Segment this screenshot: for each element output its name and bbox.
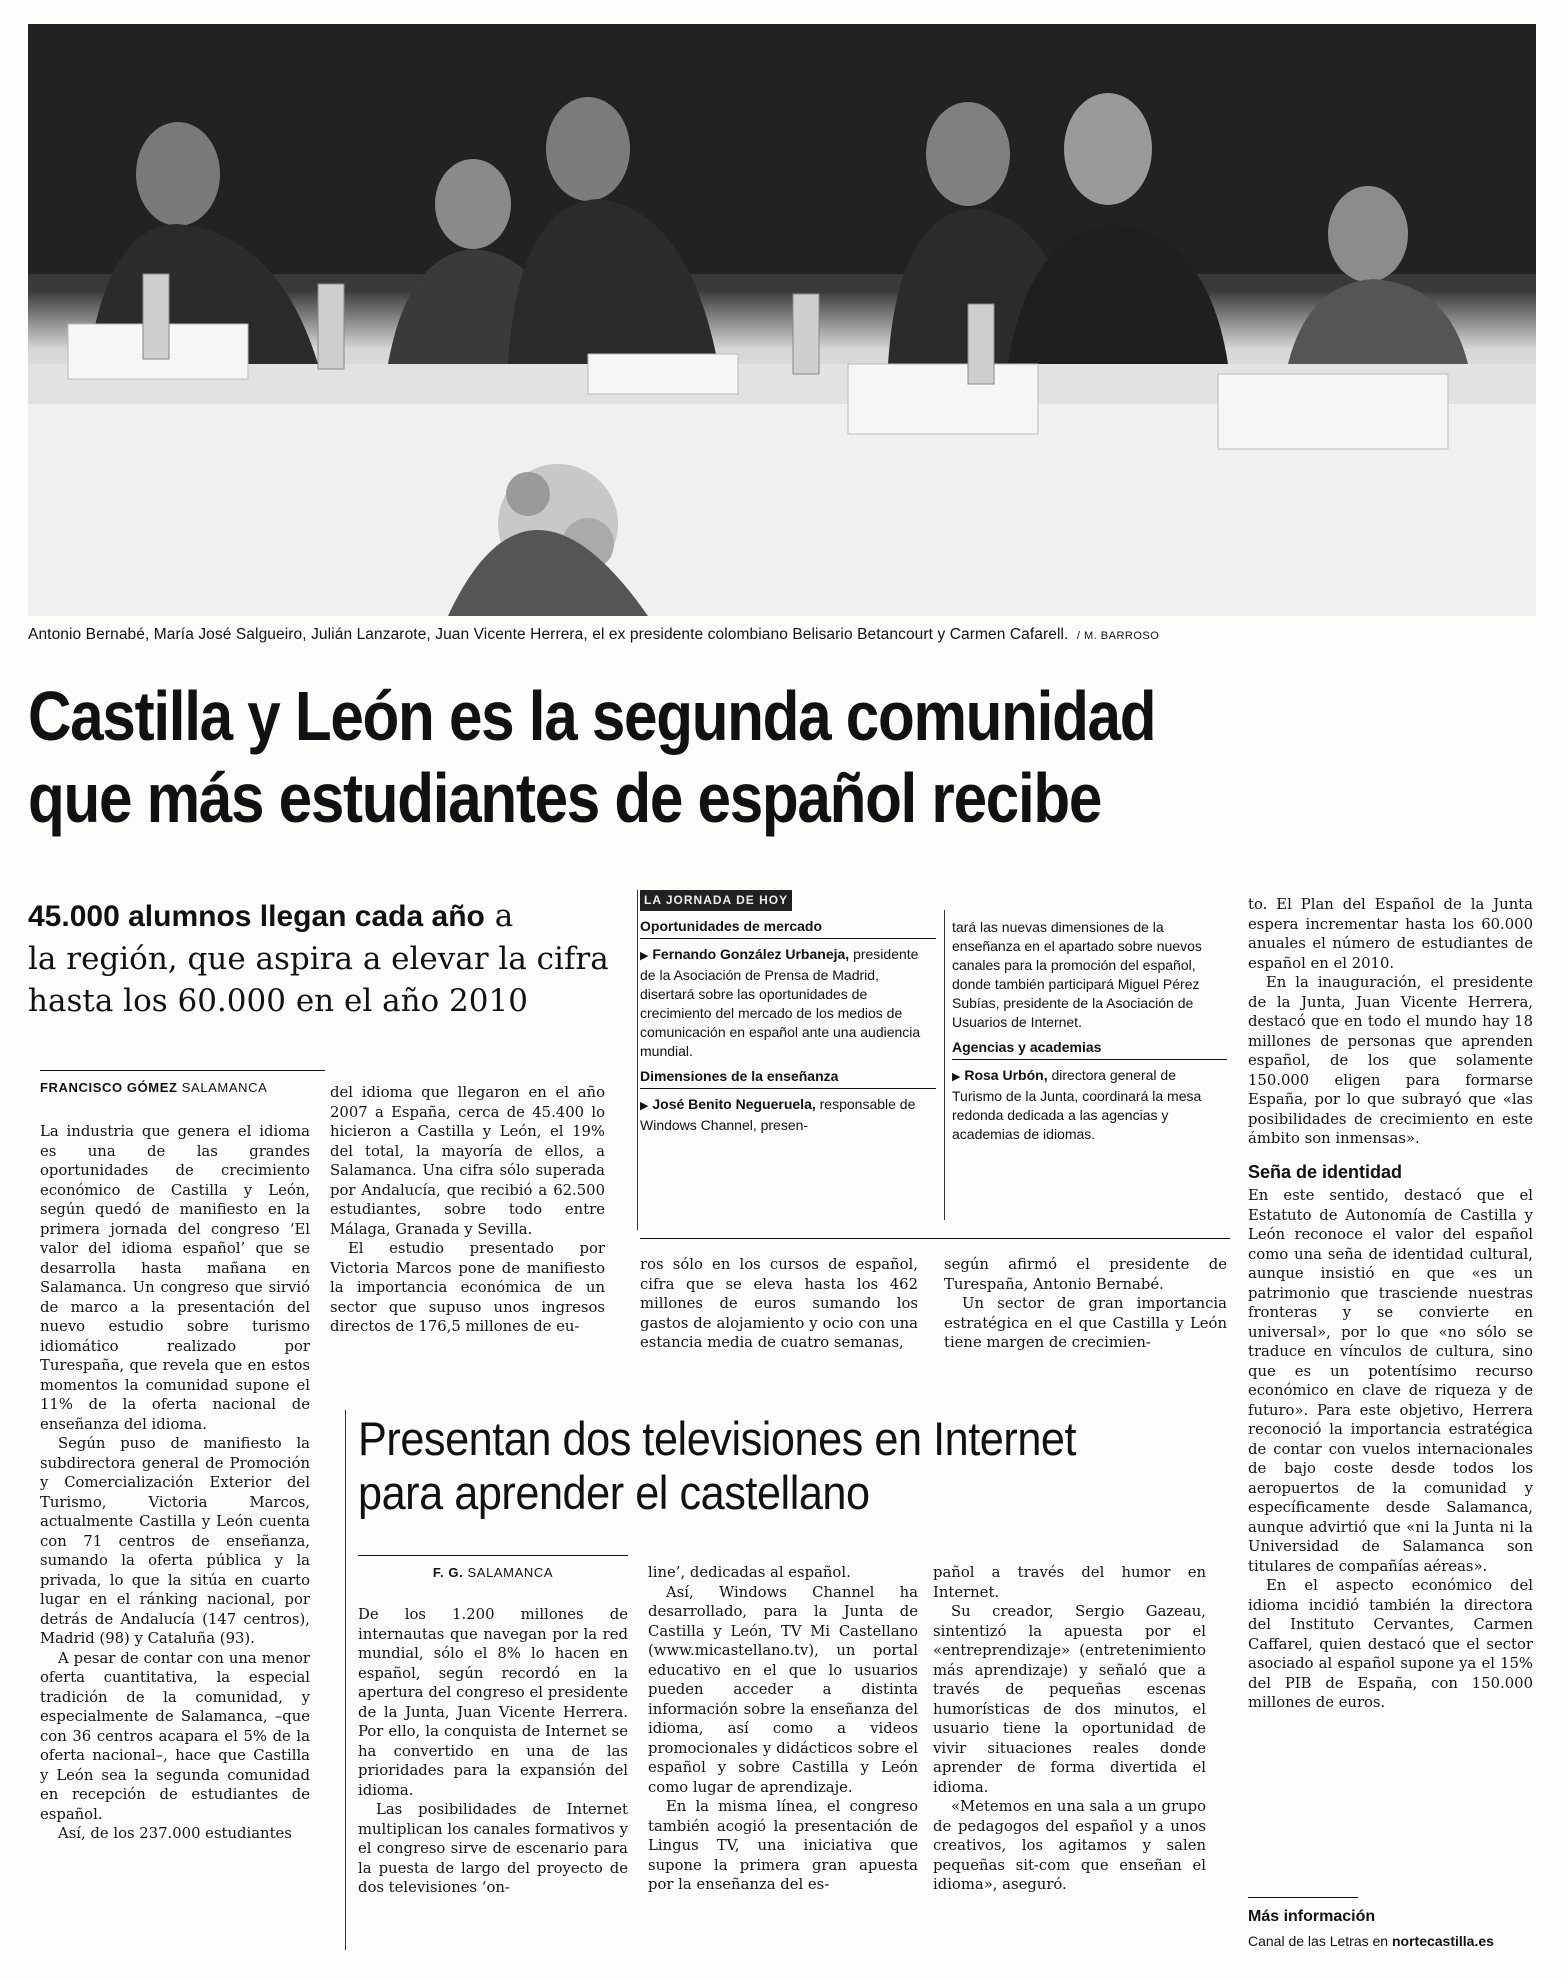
- byline-author: FRANCISCO GÓMEZ: [40, 1080, 178, 1095]
- sidebar-item-name: Rosa Urbón,: [964, 1067, 1048, 1083]
- paragraph: Su creador, Sergio Gazeau, sintentizó la apuesta por el «entreprendizaje» (entretenimiento más aprendizaje) y señaló que a través de pequeñas escenas humorísticas de dos minutos, el usuario tiene la oportunidad de vivir situaciones reales donde aprender de forma divertida el idioma.: [933, 1603, 1206, 1796]
- sidebar-item: [640, 945, 936, 1061]
- article-column-3: [640, 1255, 918, 1353]
- sidebar-item-text: directora general de Turismo de la Junta, coordinará la mesa redonda dedicada a las agencias y academias de idiomas.: [952, 1067, 1202, 1142]
- photo-credit: / M. BARROSO: [1076, 630, 1160, 642]
- paragraph: En el aspecto económico del idioma incidió también la directora del Instituto Cervantes, Carmen Caffarel, quien destacó que el sector asociado al español supone ya el 15% del PIB de España, con 150.000 millones de euros.: [1248, 1577, 1533, 1711]
- article-column-2: [330, 1083, 605, 1337]
- more-info-link[interactable]: nortecastilla.es: [1391, 1933, 1494, 1949]
- paragraph: Según puso de manifiesto la subdirectora general de Promoción y Comercialización Exterior del Turismo, Victoria Marcos, actualmente Castilla y León cuenta con 71 centros de enseñanza, sumando la oferta pública y la privada, lo que la sitúa en cuarto lugar en el ránking nacional, por detrás de Andalucía (147 centros), Madrid (98) y Cataluña (93).: [40, 1435, 310, 1647]
- paragraph: En la inauguración, el presidente de la Junta, Juan Vicente Herrera, destacó que en todo el mundo hay 18 millones de personas que aprenden español, de los que solamente 150.000 eligen para formarse España, por lo que subrayó que «las posibilidades de crecimiento en este ámbito son inmensas».: [1248, 974, 1533, 1147]
- paragraph: A pesar de contar con una menor oferta cuantitativa, la especial tradición de la comunidad, y especialmente de Salamanca, –que con 36 centros acapara el 5% de la oferta nacional–, hace que Castilla y León sea la segunda comunidad en recepción de estudiantes de español.: [40, 1649, 310, 1823]
- paragraph: Así, Windows Channel ha desarrollado, para la Junta de Castilla y León, TV Mi Castellano (www.micastellano.tv), un portal educativo en el que lo usuarios pueden acceder a distinta información sobre la enseñanza del idioma, así como a videos promocionales y didácticos sobre el español y sobre Castilla y León como lugar de aprendizaje.: [648, 1583, 918, 1796]
- second-headline-line-2: para aprender el castellano: [358, 1466, 870, 1519]
- article2-divider: [345, 1410, 346, 1950]
- paragraph: pañol a través del humor en Internet.: [933, 1564, 1206, 1601]
- byline-2: [358, 1565, 628, 1580]
- subhead-bold: 45.000 alumnos llegan cada año: [28, 900, 485, 933]
- second-headline: [358, 1412, 1168, 1520]
- main-headline: [28, 675, 1325, 839]
- sidebar-item-continued: tará las nuevas dimensiones de la enseñanza en el apartado sobre nuevos canales para la promoción del español, donde también participará Miguel Pérez Subías, presidente de la Asociación de Usuarios de Internet.: [952, 919, 1202, 1030]
- subhead-rest: a: [484, 898, 514, 934]
- arrow-icon: ▶: [640, 1100, 649, 1112]
- paragraph: De los 1.200 millones de internautas que navegan por la red mundial, sólo el 8% lo hacen en español, según recordó en la apertura del congreso el presidente de la Junta, Juan Vicente Herrera. Por ello, la conquista de Internet se ha convertido en una de las prioridades para la expansión del idioma.: [358, 1606, 628, 1799]
- sidebar-box: [640, 890, 936, 1139]
- sidebar-bottom-rule: [640, 1238, 1230, 1239]
- byline-place: SALAMANCA: [181, 1080, 268, 1095]
- paragraph: La industria que genera el idioma es una de las grandes oportunidades de crecimiento económico de Castilla y León, según quedó de manifiesto en la primera jornada del congreso ‘El valor del idioma español’ que se desarrolla hasta mañana en Salamanca. Un congreso que sirvió de marco a la presentación del nuevo estudio sobre turismo idiomático realizado por Turespaña, que revela que en estos momentos la comunidad supone el 11% de la oferta nacional de enseñanza del idioma.: [40, 1123, 310, 1433]
- paragraph: line’, dedicadas al español.: [648, 1564, 851, 1581]
- news-photo: [28, 24, 1536, 616]
- byline-rule: [40, 1070, 325, 1071]
- paragraph: El estudio presentado por Victoria Marcos pone de manifiesto la importancia económica de un sector que supuso unos ingresos directos de 176,5 millones de eu-: [330, 1240, 605, 1335]
- more-info-rule: [1248, 1897, 1358, 1898]
- sidebar-item-text: responsable de Windows Channel, presen-: [640, 1096, 916, 1133]
- paragraph: del idioma que llegaron en el año 2007 a España, cerca de 45.400 lo hicieron a Castilla y León, el 19% del total, la mayoría de ellos, a Salamanca. Una cifra sólo superada por Andalucía, que recibió a 62.500 estudiantes, sobre todo entre Málaga, Granada y Sevilla.: [330, 1084, 605, 1238]
- article2-column-1: [358, 1605, 628, 1898]
- article-column-4: [944, 1255, 1227, 1353]
- paragraph: ros sólo en los cursos de español, cifra que se eleva hasta los 462 millones de euros sumando los gastos de alojamiento y ocio con una estancia media de cuatro semanas,: [640, 1256, 918, 1351]
- article2-column-3: [933, 1563, 1206, 1895]
- sidebar-section-title: Oportunidades de mercado: [640, 917, 936, 939]
- sidebar-box-col-2: [952, 918, 1227, 1148]
- paragraph: según afirmó el presidente de Turespaña, Antonio Bernabé.: [944, 1256, 1227, 1293]
- arrow-icon: ▶: [640, 950, 649, 962]
- paragraph: Las posibilidades de Internet multiplican los canales formativos y el congreso sirve de escenario para la puesta de largo del proyecto de dos televisiones ‘on-: [358, 1801, 628, 1896]
- sidebar-item: [952, 1066, 1227, 1144]
- paragraph: to. El Plan del Español de la Junta espera incrementar hasta los 60.000 anuales el número de estudiantes de español en el 2010.: [1248, 896, 1533, 972]
- more-info-text: Canal de las Letras en: [1248, 1933, 1392, 1949]
- article-column-5: [1248, 895, 1533, 1713]
- sidebar-item-name: José Benito Negueruela,: [652, 1096, 816, 1112]
- photo-caption: [28, 626, 1536, 644]
- headline-line-2: que más estudiantes de español recibe: [28, 759, 1102, 837]
- article2-column-2: [648, 1563, 918, 1895]
- section-heading: Seña de identidad: [1248, 1161, 1403, 1182]
- sidebar-divider: [944, 910, 945, 1220]
- byline-place: SALAMANCA: [467, 1565, 554, 1580]
- sidebar-label: LA JORNADA DE HOY: [640, 890, 792, 911]
- sidebar-section-title: Dimensiones de la enseñanza: [640, 1067, 936, 1089]
- sidebar-section-title: Agencias y academias: [952, 1038, 1227, 1060]
- caption-text: Antonio Bernabé, María José Salgueiro, Julián Lanzarote, Juan Vicente Herrera, el ex presidente colombiano Belisario Betancourt y Carmen Cafarell.: [28, 626, 1069, 643]
- byline: [40, 1080, 325, 1095]
- paragraph: Un sector de gran importancia estratégica en el que Castilla y León tiene margen de crecimien-: [944, 1295, 1227, 1351]
- headline-line-1: Castilla y León es la segunda comunidad: [28, 677, 1156, 755]
- more-info-line: [1248, 1933, 1538, 1949]
- paragraph: En la misma línea, el congreso también acogió la presentación de Lingus TV, una iniciativa que supone la primera gran apuesta por la enseñanza del es-: [648, 1798, 918, 1893]
- subhead-line-2: la región, que aspira a elevar la cifra: [28, 941, 609, 977]
- byline-author: F. G.: [432, 1565, 464, 1580]
- photo-illustration: [28, 24, 1536, 616]
- paragraph: «Metemos en una sala a un grupo de pedagogos del español y a unos creativos, los agitamos y salen pequeñas sit-com que enseñan el idioma», aseguró.: [933, 1798, 1206, 1893]
- paragraph: Así, de los 237.000 estudiantes: [58, 1825, 292, 1842]
- sidebar-divider: [637, 890, 638, 1230]
- arrow-icon: ▶: [952, 1071, 961, 1083]
- subheadline: [28, 895, 628, 1022]
- article-column-1: [40, 1122, 310, 1844]
- sidebar-item: [640, 1095, 936, 1135]
- second-headline-line-1: Presentan dos televisiones en Internet: [358, 1412, 1077, 1465]
- subhead-line-3: hasta los 60.000 en el año 2010: [28, 983, 528, 1019]
- sidebar-item-name: Fernando González Urbaneja,: [652, 946, 850, 962]
- byline-rule: [358, 1555, 628, 1556]
- more-info-title: Más información: [1248, 1908, 1376, 1925]
- sidebar-item-text: presidente de la Asociación de Prensa de Madrid, disertará sobre las oportunidades de crecimiento del mercado de los medios de comunicación en español ante una audiencia mundial.: [640, 946, 921, 1059]
- paragraph: En este sentido, destacó que el Estatuto de Autonomía de Castilla y León reconoce el valor del español como una seña de identidad cultural, aunque insistió en que «es un patrimonio que trasciende nuestras fronteras y se convierte en universal», por lo que «no sólo se traduce en vínculos de cultura, sino que es un potentísimo recurso económico en clave de riqueza y de futuro». Para este objetivo, Herrera reconoció la importancia estratégica de contar con vuelos internacionales de bajo coste desde todos los aeropuertos de la comunidad y específicamente desde Salamanca, aunque advirtió que «ni la Junta ni la Universidad de Salamanca son titulares de compañías aéreas».: [1248, 1187, 1533, 1575]
